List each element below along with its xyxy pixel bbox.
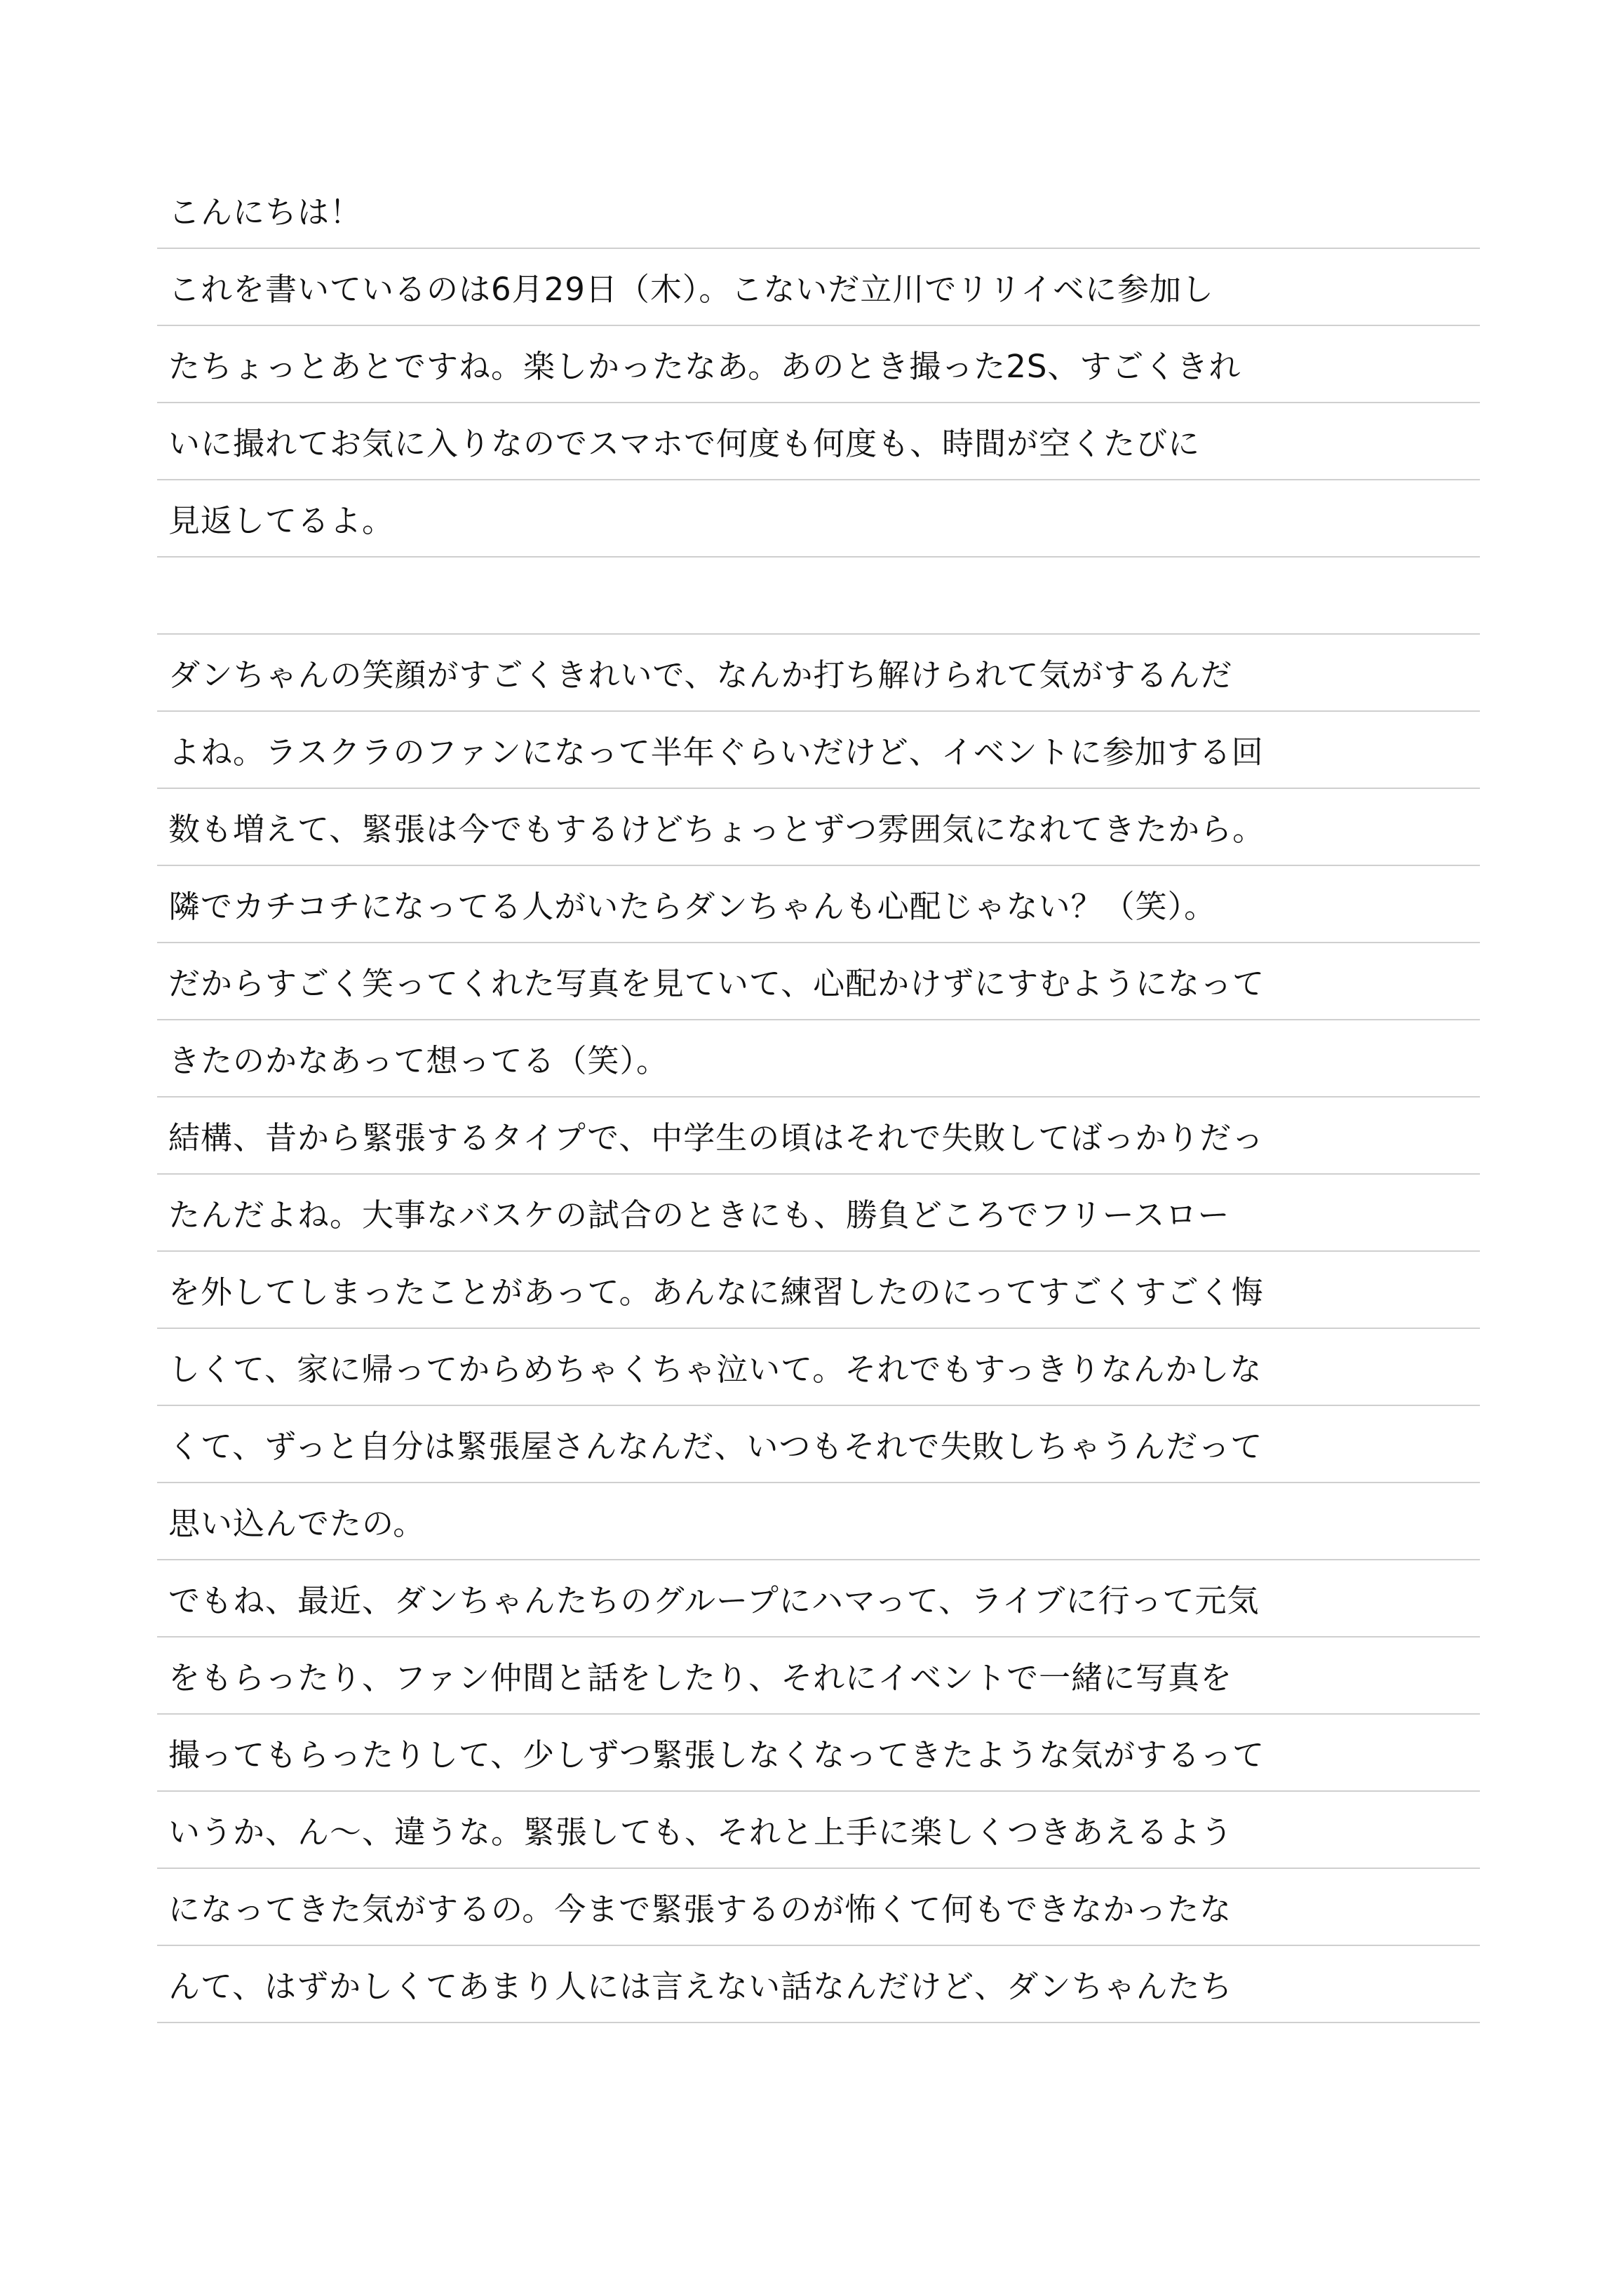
ruled-line: だからすごく笑ってくれた写真を見ていて、心配かけずにすむようになって [157,943,1480,1020]
ruled-line: よね。ラスクラのファンになって半年ぐらいだけど、イベントに参加する回 [157,712,1480,789]
ruled-line: これを書いているのは6月29日（木）。こないだ立川でリリイベに参加し [157,249,1480,326]
ruled-line: を外してしまったことがあって。あんなに練習したのにってすごくすごく悔 [157,1252,1480,1329]
ruled-line: いに撮れてお気に入りなのでスマホで何度も何度も、時間が空くたびに [157,403,1480,480]
ruled-line: ダンちゃんの笑顔がすごくきれいで、なんか打ち解けられて気がするんだ [157,635,1480,712]
ruled-line: たんだよね。大事なバスケの試合のときにも、勝負どころでフリースロー [157,1175,1480,1252]
ruled-line: 結構、昔から緊張するタイプで、中学生の頃はそれで失敗してばっかりだっ [157,1098,1480,1175]
ruled-line: 思い込んでたの。 [157,1483,1480,1560]
ruled-line: になってきた気がするの。今まで緊張するのが怖くて何もできなかったな [157,1869,1480,1946]
ruled-line [157,558,1480,635]
ruled-line: でもね、最近、ダンちゃんたちのグループにハマって、ライブに行って元気 [157,1560,1480,1637]
ruled-line: きたのかなあって想ってる（笑）。 [157,1020,1480,1098]
ruled-line: 数も増えて、緊張は今でもするけどちょっとずつ雰囲気になれてきたから。 [157,789,1480,866]
ruled-line: たちょっとあとですね。楽しかったなあ。あのとき撮った2S、すごくきれ [157,326,1480,403]
ruled-line: くて、ずっと自分は緊張屋さんなんだ、いつもそれで失敗しちゃうんだって [157,1406,1480,1483]
ruled-line: んて、はずかしくてあまり人には言えない話なんだけど、ダンちゃんたち [157,1946,1480,2023]
ruled-line: こんにちは！ [157,172,1480,249]
ruled-line: しくて、家に帰ってからめちゃくちゃ泣いて。それでもすっきりなんかしな [157,1329,1480,1406]
ruled-line: 隣でカチコチになってる人がいたらダンちゃんも心配じゃない？（笑）。 [157,866,1480,943]
ruled-line: 見返してるよ。 [157,480,1480,558]
ruled-line: 撮ってもらったりして、少しずつ緊張しなくなってきたような気がするって [157,1715,1480,1792]
ruled-line: をもらったり、ファン仲間と話をしたり、それにイベントで一緒に写真を [157,1637,1480,1715]
ruled-line: いうか、ん〜、違うな。緊張しても、それと上手に楽しくつきあえるよう [157,1792,1480,1869]
ruled-lines [157,172,1480,2023]
